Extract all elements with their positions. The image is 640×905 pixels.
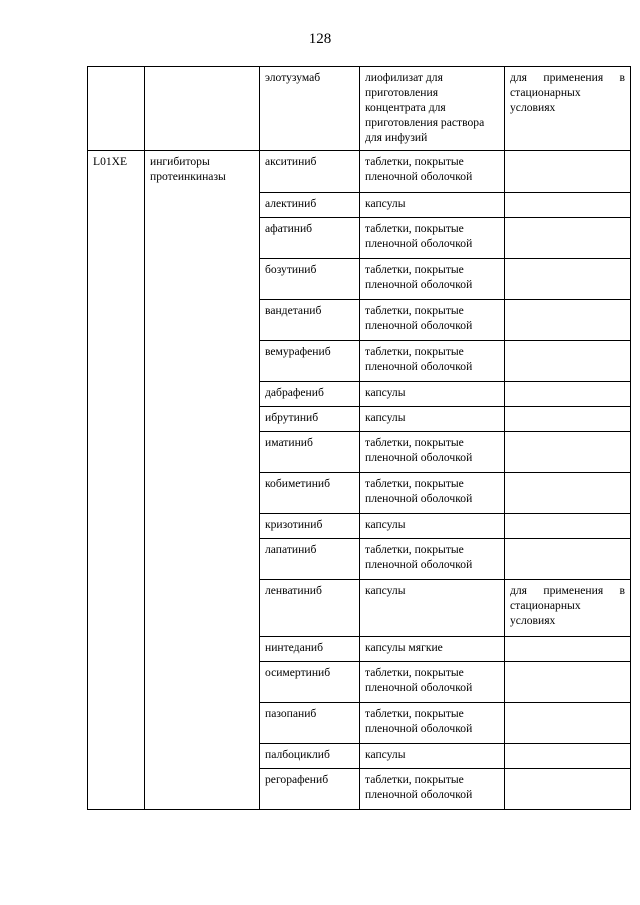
group-cell: ингибиторы протеинкиназы (145, 151, 260, 810)
drug-name-cell: акситиниб (260, 151, 360, 193)
dosage-form-cell: капсулы (360, 744, 505, 769)
note-cell (505, 744, 631, 769)
table-row (88, 67, 631, 151)
dosage-form-cell: лиофилизат для приготовления концентрата для приготовления раствора для инфузий (360, 67, 505, 151)
dosage-form-cell: капсулы (360, 407, 505, 432)
drug-name-cell: регорафениб (260, 769, 360, 810)
note-cell (505, 407, 631, 432)
dosage-form-cell: таблетки, покрытые пленочной оболочкой (360, 432, 505, 473)
dosage-form-cell: таблетки, покрытые пленочной оболочкой (360, 218, 505, 259)
note-cell (505, 382, 631, 407)
drug-name-cell: нинтеданиб (260, 637, 360, 662)
dosage-form-cell: капсулы (360, 514, 505, 539)
drug-name-cell: пазопаниб (260, 703, 360, 744)
note-cell (505, 514, 631, 539)
drug-name-cell: дабрафениб (260, 382, 360, 407)
group-cell (145, 67, 260, 151)
dosage-form-cell: таблетки, покрытые пленочной оболочкой (360, 703, 505, 744)
drug-name-cell: осимертиниб (260, 662, 360, 703)
dosage-form-cell: капсулы (360, 382, 505, 407)
code-cell (88, 67, 145, 151)
dosage-form-cell: капсулы (360, 193, 505, 218)
page-number: 128 (308, 31, 332, 47)
code-cell: L01XE (88, 151, 145, 810)
dosage-form-cell: таблетки, покрытые пленочной оболочкой (360, 259, 505, 300)
note-cell (505, 637, 631, 662)
drug-table (87, 66, 631, 810)
drug-name-cell: палбоциклиб (260, 744, 360, 769)
note-cell (505, 193, 631, 218)
note-cell (505, 473, 631, 514)
drug-name-cell: кризотиниб (260, 514, 360, 539)
drug-name-cell: афатиниб (260, 218, 360, 259)
drug-name-cell: иматиниб (260, 432, 360, 473)
dosage-form-cell: таблетки, покрытые пленочной оболочкой (360, 151, 505, 193)
drug-name-cell: алектиниб (260, 193, 360, 218)
note-cell: для применения в стационарных условиях (505, 580, 631, 637)
drug-name-cell: бозутиниб (260, 259, 360, 300)
table-row (88, 151, 631, 193)
drug-name-cell: кобиметиниб (260, 473, 360, 514)
drug-name-cell: вемурафениб (260, 341, 360, 382)
dosage-form-cell: капсулы мягкие (360, 637, 505, 662)
note-cell (505, 151, 631, 193)
note-cell (505, 432, 631, 473)
note-cell (505, 341, 631, 382)
dosage-form-cell: таблетки, покрытые пленочной оболочкой (360, 300, 505, 341)
dosage-form-cell: таблетки, покрытые пленочной оболочкой (360, 769, 505, 810)
note-cell (505, 539, 631, 580)
drug-name-cell: ленватиниб (260, 580, 360, 637)
dosage-form-cell: таблетки, покрытые пленочной оболочкой (360, 473, 505, 514)
note-cell (505, 300, 631, 341)
dosage-form-cell: капсулы (360, 580, 505, 637)
note-cell (505, 769, 631, 810)
note-cell (505, 259, 631, 300)
dosage-form-cell: таблетки, покрытые пленочной оболочкой (360, 539, 505, 580)
dosage-form-cell: таблетки, покрытые пленочной оболочкой (360, 341, 505, 382)
note-cell (505, 218, 631, 259)
drug-name-cell: лапатиниб (260, 539, 360, 580)
note-cell (505, 703, 631, 744)
note-cell (505, 662, 631, 703)
drug-name-cell: элотузумаб (260, 67, 360, 151)
dosage-form-cell: таблетки, покрытые пленочной оболочкой (360, 662, 505, 703)
drug-name-cell: вандетаниб (260, 300, 360, 341)
note-cell: для применения в стационарных условиях (505, 67, 631, 151)
drug-name-cell: ибрутиниб (260, 407, 360, 432)
